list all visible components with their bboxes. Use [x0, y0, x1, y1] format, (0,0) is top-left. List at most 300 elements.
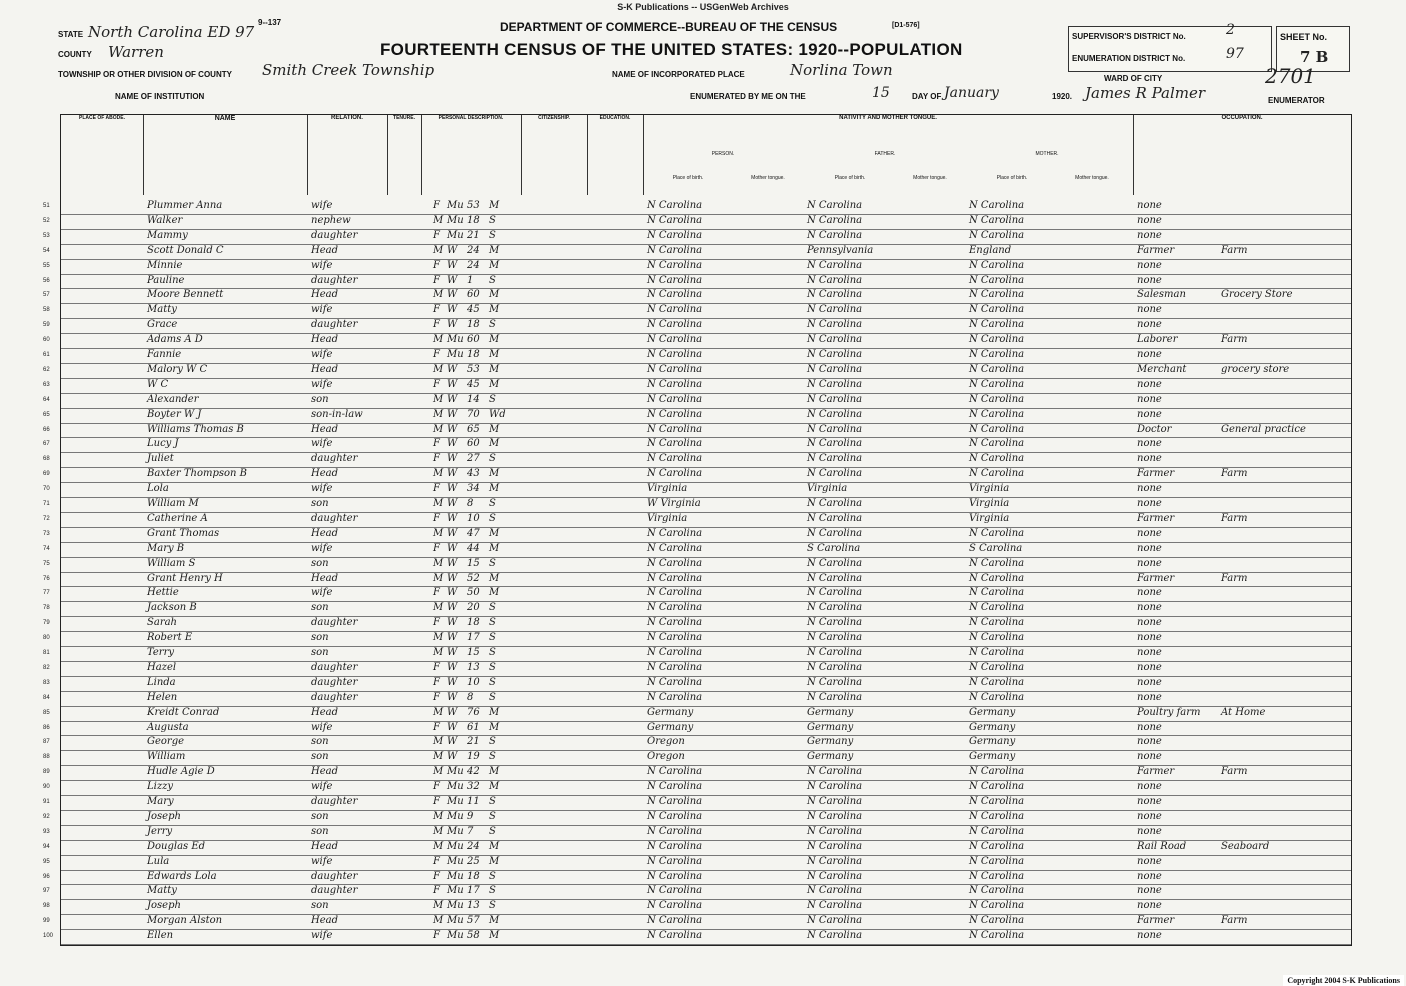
cell-occ: none [1137, 483, 1162, 495]
cell-mbirth: Virginia [969, 512, 1010, 524]
cell-name: Adams A D [147, 334, 203, 346]
cell-race: W [447, 572, 458, 584]
cell-birth: N Carolina [647, 378, 703, 390]
cell-birth: N Carolina [647, 334, 703, 346]
cell-race: W [447, 453, 458, 465]
line-number: 76 [43, 575, 50, 582]
cell-rel: daughter [311, 885, 358, 897]
col-personal-description: PERSONAL DESCRIPTION. [421, 115, 522, 195]
cell-occ: none [1137, 393, 1162, 405]
cell-race: W [447, 721, 458, 733]
cell-rel: daughter [311, 796, 358, 807]
cell-fbirth: N Carolina [807, 587, 863, 599]
line-number: 73 [43, 530, 50, 537]
cell-mbirth: N Carolina [969, 796, 1025, 807]
cell-name: Linda [147, 676, 176, 688]
cell-mbirth: N Carolina [969, 915, 1025, 927]
cell-sex: F [433, 483, 440, 495]
cell-ms: M [489, 304, 500, 316]
cell-age: 24 [467, 244, 480, 256]
cell-name: Walker [147, 214, 183, 226]
cell-birth: N Carolina [647, 766, 703, 778]
cell-name: Baxter Thompson B [147, 468, 247, 480]
cell-age: 60 [467, 334, 480, 346]
cell-mbirth: N Carolina [969, 572, 1025, 584]
cell-age: 70 [467, 408, 480, 420]
cell-mbirth: N Carolina [969, 557, 1025, 569]
cell-birth: N Carolina [647, 229, 703, 241]
line-number: 60 [43, 337, 50, 344]
sheet-label: SHEET No. [1280, 32, 1328, 42]
cell-occ: none [1137, 378, 1162, 390]
cell-name: William M [147, 498, 199, 509]
cell-occ: none [1137, 453, 1162, 465]
cell-occ: none [1137, 200, 1162, 211]
cell-fbirth: Germany [807, 706, 854, 718]
cell-race: W [447, 706, 458, 718]
cell-ms: M [489, 259, 500, 271]
cell-name: Helen [147, 691, 178, 703]
cell-rel: son [311, 557, 329, 569]
cell-name: Boyter W J [147, 408, 202, 420]
cell-mbirth: N Carolina [969, 930, 1025, 942]
cell-sex: F [433, 229, 440, 241]
cell-ms: M [489, 781, 500, 793]
cell-fbirth: N Carolina [807, 289, 863, 301]
cell-fbirth: N Carolina [807, 334, 863, 346]
cell-fbirth: N Carolina [807, 855, 863, 867]
cell-name: Sarah [147, 617, 177, 629]
cell-birth: N Carolina [647, 900, 703, 912]
cell-rel: wife [311, 781, 333, 793]
cell-mbirth: N Carolina [969, 617, 1025, 629]
cell-birth: N Carolina [647, 647, 703, 658]
cell-fbirth: N Carolina [807, 810, 863, 822]
cell-sex: M [433, 840, 444, 852]
incorporated-label: NAME OF INCORPORATED PLACE [612, 70, 745, 79]
cell-name: Moore Bennett [147, 289, 224, 301]
cell-ms: S [489, 691, 496, 703]
cell-rel: daughter [311, 676, 358, 688]
cell-mbirth: N Carolina [969, 214, 1025, 226]
line-number: 55 [43, 262, 50, 269]
supervisor-label: SUPERVISOR'S DISTRICT No. [1072, 32, 1186, 41]
cell-race: Mu [447, 855, 464, 867]
cell-sex: M [433, 572, 444, 584]
cell-race: Mu [447, 200, 464, 211]
cell-age: 18 [467, 319, 480, 331]
cell-sex: M [433, 706, 444, 718]
cell-ind: grocery store [1221, 363, 1290, 375]
cell-birth: N Carolina [647, 557, 703, 569]
cell-fbirth: N Carolina [807, 259, 863, 271]
cell-ms: M [489, 378, 500, 390]
cell-age: 18 [467, 870, 480, 882]
cell-rel: Head [311, 423, 339, 435]
cell-rel: Head [311, 840, 339, 852]
cell-occ: Poultry farm [1137, 706, 1201, 718]
county-label: COUNTY [58, 50, 92, 59]
cell-age: 15 [467, 557, 480, 569]
cell-rel: wife [311, 378, 333, 390]
cell-ind: Farm [1221, 766, 1248, 778]
cell-race: W [447, 304, 458, 316]
cell-sex: F [433, 796, 440, 807]
cell-fbirth: N Carolina [807, 825, 863, 837]
cell-ms: M [489, 483, 500, 495]
line-number: 92 [43, 813, 50, 820]
cell-fbirth: N Carolina [807, 512, 863, 524]
cell-ms: S [489, 393, 496, 405]
cell-occ: none [1137, 602, 1162, 614]
cell-name: Grace [147, 319, 178, 331]
cell-age: 18 [467, 214, 480, 226]
cell-rel: son [311, 602, 329, 614]
cell-age: 42 [467, 766, 480, 778]
cell-age: 34 [467, 483, 480, 495]
cell-sex: F [433, 453, 440, 465]
cell-race: W [447, 289, 458, 301]
cell-rel: daughter [311, 229, 358, 241]
cell-name: Hudle Agie D [147, 766, 215, 778]
col-name: NAME [143, 115, 308, 195]
col-citizenship: CITIZENSHIP. [521, 115, 588, 195]
cell-rel: daughter [311, 661, 358, 673]
cell-ms: M [489, 244, 500, 256]
cell-fbirth: N Carolina [807, 378, 863, 390]
cell-race: W [447, 483, 458, 495]
line-number: 91 [43, 799, 50, 805]
enumerator-name: James R Palmer [1085, 84, 1206, 102]
cell-age: 32 [467, 781, 480, 793]
cell-rel: daughter [311, 274, 358, 286]
cell-race: Mu [447, 885, 464, 897]
cell-ms: M [489, 423, 500, 435]
cell-mbirth: N Carolina [969, 632, 1025, 644]
cell-ms: M [489, 766, 500, 778]
cell-birth: N Carolina [647, 632, 703, 644]
cell-birth: N Carolina [647, 453, 703, 465]
cell-mbirth: N Carolina [969, 647, 1025, 658]
cell-rel: Head [311, 363, 339, 375]
cell-mbirth: N Carolina [969, 691, 1025, 703]
cell-mbirth: Germany [969, 706, 1016, 718]
cell-age: 10 [467, 676, 480, 688]
cell-mbirth: N Carolina [969, 870, 1025, 882]
cell-sex: M [433, 527, 444, 539]
cell-name: Lola [147, 483, 169, 495]
enumeration-day: 15 [872, 85, 890, 101]
cell-occ: none [1137, 274, 1162, 286]
row-divider [61, 944, 1351, 945]
cell-rel: daughter [311, 617, 358, 629]
cell-birth: N Carolina [647, 423, 703, 435]
cell-rel: son [311, 632, 329, 644]
department-line: DEPARTMENT OF COMMERCE--BUREAU OF THE CENSUS [500, 20, 838, 34]
cell-birth: N Carolina [647, 363, 703, 375]
cell-occ: Farmer [1137, 468, 1175, 480]
cell-occ: none [1137, 736, 1162, 748]
cell-name: Augusta [147, 721, 189, 733]
cell-ms: M [489, 855, 500, 867]
cell-occ: none [1137, 259, 1162, 271]
enumerator-label: ENUMERATOR [1268, 96, 1325, 105]
cell-sex: M [433, 900, 444, 912]
cell-sex: M [433, 289, 444, 301]
cell-occ: none [1137, 796, 1162, 807]
cell-name: Matty [147, 304, 177, 316]
cell-sex: F [433, 855, 440, 867]
cell-ms: S [489, 661, 496, 673]
cell-ms: S [489, 498, 496, 509]
line-number: 77 [43, 590, 50, 597]
cell-sex: M [433, 825, 444, 837]
township-label: TOWNSHIP OR OTHER DIVISION OF COUNTY [58, 70, 232, 79]
cell-birth: N Carolina [647, 408, 703, 420]
cell-birth: N Carolina [647, 885, 703, 897]
line-number: 96 [43, 873, 50, 880]
cell-ms: M [489, 349, 500, 360]
cell-birth: N Carolina [647, 542, 703, 554]
cell-sex: F [433, 438, 440, 450]
cell-mbirth: N Carolina [969, 304, 1025, 316]
cell-rel: son [311, 810, 329, 822]
cell-age: 10 [467, 512, 480, 524]
cell-occ: none [1137, 587, 1162, 599]
cell-birth: N Carolina [647, 572, 703, 584]
cell-sex: M [433, 736, 444, 748]
cell-rel: son [311, 825, 329, 837]
cell-sex: M [433, 647, 444, 658]
cell-age: 52 [467, 572, 480, 584]
cell-ind: Farm [1221, 334, 1248, 346]
cell-mbirth: S Carolina [969, 542, 1023, 554]
cell-ms: S [489, 512, 496, 524]
cell-sex: F [433, 885, 440, 897]
cell-rel: Head [311, 468, 339, 480]
cell-age: 14 [467, 393, 480, 405]
state-value: North Carolina ED 97 [88, 23, 255, 41]
cell-fbirth: N Carolina [807, 453, 863, 465]
cell-name: Edwards Lola [147, 870, 217, 882]
cell-sex: M [433, 393, 444, 405]
cell-fbirth: N Carolina [807, 781, 863, 793]
cell-rel: Head [311, 289, 339, 301]
cell-race: Mu [447, 900, 464, 912]
cell-race: Mu [447, 810, 464, 822]
cell-name: Ellen [147, 930, 174, 942]
cell-age: 13 [467, 900, 480, 912]
cell-fbirth: N Carolina [807, 617, 863, 629]
cell-birth: Oregon [647, 751, 685, 763]
cell-occ: none [1137, 781, 1162, 793]
cell-birth: N Carolina [647, 781, 703, 793]
cell-mbirth: N Carolina [969, 587, 1025, 599]
cell-race: Mu [447, 825, 464, 837]
nativity-mother: MOTHER. [1035, 151, 1059, 157]
cell-name: Kreidt Conrad [147, 706, 220, 718]
cell-name: Jackson B [147, 602, 197, 614]
cell-birth: N Carolina [647, 319, 703, 331]
line-number: 78 [43, 605, 50, 612]
cell-age: 60 [467, 289, 480, 301]
cell-mbirth: N Carolina [969, 423, 1025, 435]
day-of-label: DAY OF [912, 92, 942, 101]
cell-mbirth: N Carolina [969, 855, 1025, 867]
line-number: 80 [43, 635, 50, 642]
cell-race: W [447, 393, 458, 405]
cell-race: Mu [447, 214, 464, 226]
cell-occ: Farmer [1137, 244, 1175, 256]
cell-ms: S [489, 557, 496, 569]
cell-name: William [147, 751, 186, 763]
cell-race: W [447, 587, 458, 599]
line-number: 56 [43, 277, 50, 284]
cell-age: 76 [467, 706, 480, 718]
cell-rel: wife [311, 542, 333, 554]
cell-name: Scott Donald C [147, 244, 224, 256]
cell-rel: Head [311, 527, 339, 539]
cell-occ: Farmer [1137, 572, 1175, 584]
cell-race: W [447, 661, 458, 673]
line-number: 88 [43, 754, 50, 761]
cell-sex: M [433, 557, 444, 569]
cell-rel: wife [311, 349, 333, 360]
cell-birth: Oregon [647, 736, 685, 748]
cell-race: W [447, 557, 458, 569]
cell-fbirth: N Carolina [807, 229, 863, 241]
cell-sex: M [433, 334, 444, 346]
cell-ms: S [489, 453, 496, 465]
cell-ms: M [489, 840, 500, 852]
col-education: EDUCATION. [587, 115, 644, 195]
cell-mbirth: N Carolina [969, 602, 1025, 614]
cell-name: Douglas Ed [147, 840, 206, 852]
cell-name: W C [147, 378, 169, 390]
cell-birth: N Carolina [647, 796, 703, 807]
cell-fbirth: N Carolina [807, 408, 863, 420]
cell-occ: none [1137, 900, 1162, 912]
cell-mbirth: N Carolina [969, 527, 1025, 539]
cell-rel: wife [311, 304, 333, 316]
line-number: 70 [43, 486, 50, 493]
cell-name: Williams Thomas B [147, 423, 244, 435]
cell-rel: wife [311, 721, 333, 733]
line-number: 59 [43, 322, 50, 329]
cell-occ: none [1137, 661, 1162, 673]
cell-rel: son [311, 498, 329, 509]
line-number: 69 [43, 471, 50, 478]
cell-fbirth: N Carolina [807, 274, 863, 286]
form-code: [D1-576] [892, 22, 920, 29]
cell-fbirth: N Carolina [807, 438, 863, 450]
cell-birth: N Carolina [647, 304, 703, 316]
cell-sex: F [433, 930, 440, 942]
line-number: 98 [43, 903, 50, 910]
cell-name: Grant Thomas [147, 527, 220, 539]
cell-mbirth: N Carolina [969, 781, 1025, 793]
line-number: 58 [43, 307, 50, 314]
cell-race: Mu [447, 930, 464, 942]
cell-birth: N Carolina [647, 587, 703, 599]
cell-fbirth: N Carolina [807, 691, 863, 703]
cell-race: Mu [447, 766, 464, 778]
cell-fbirth: Germany [807, 721, 854, 733]
cell-name: Joseph [147, 900, 181, 912]
cell-race: W [447, 259, 458, 271]
line-number: 71 [43, 501, 50, 507]
cell-birth: N Carolina [647, 244, 703, 256]
cell-rel: Head [311, 915, 339, 927]
publisher-bar: S-K Publications -- USGenWeb Archives [617, 2, 789, 12]
cell-race: W [447, 468, 458, 480]
cell-mbirth: N Carolina [969, 378, 1025, 390]
cell-birth: N Carolina [647, 870, 703, 882]
cell-mbirth: Germany [969, 736, 1016, 748]
enumeration-district-label: ENUMERATION DISTRICT No. [1072, 54, 1186, 63]
cell-race: W [447, 542, 458, 554]
cell-age: 18 [467, 349, 480, 360]
line-number: 68 [43, 456, 50, 463]
copyright-notice: Copyright 2004 S-K Publications [1283, 975, 1404, 986]
cell-ms: M [489, 587, 500, 599]
cell-race: W [447, 319, 458, 331]
cell-ms: M [489, 930, 500, 942]
line-number: 83 [43, 679, 50, 686]
county-value: Warren [108, 43, 164, 61]
cell-race: W [447, 691, 458, 703]
cell-occ: none [1137, 870, 1162, 882]
cell-name: Malory W C [147, 363, 208, 375]
cell-race: W [447, 676, 458, 688]
cell-age: 65 [467, 423, 480, 435]
cell-ms: S [489, 617, 496, 629]
cell-age: 27 [467, 453, 480, 465]
cell-ms: M [489, 527, 500, 539]
cell-rel: son [311, 751, 329, 763]
cell-ms: M [489, 200, 500, 211]
cell-occ: none [1137, 647, 1162, 658]
cell-ind: Farm [1221, 915, 1248, 927]
cell-birth: N Carolina [647, 617, 703, 629]
cell-occ: none [1137, 229, 1162, 241]
line-number: 66 [43, 426, 50, 433]
cell-name: William S [147, 557, 196, 569]
cell-age: 18 [467, 617, 480, 629]
cell-rel: wife [311, 587, 333, 599]
cell-rel: nephew [311, 214, 351, 226]
cell-race: W [447, 736, 458, 748]
cell-ms: S [489, 751, 496, 763]
father-mother-tongue: Mother tongue. [913, 175, 947, 181]
cell-age: 8 [467, 498, 474, 509]
cell-occ: Doctor [1137, 423, 1172, 435]
line-number: 67 [43, 441, 50, 448]
cell-sex: F [433, 870, 440, 882]
cell-race: W [447, 617, 458, 629]
cell-age: 15 [467, 647, 480, 658]
line-number: 61 [43, 352, 50, 358]
cell-rel: daughter [311, 512, 358, 524]
cell-mbirth: N Carolina [969, 810, 1025, 822]
cell-ms: M [489, 289, 500, 301]
cell-rel: son [311, 647, 329, 658]
ward-value: 2701 [1265, 64, 1316, 88]
cell-mbirth: N Carolina [969, 766, 1025, 778]
cell-fbirth: N Carolina [807, 870, 863, 882]
cell-age: 47 [467, 527, 480, 539]
cell-mbirth: England [969, 244, 1012, 256]
